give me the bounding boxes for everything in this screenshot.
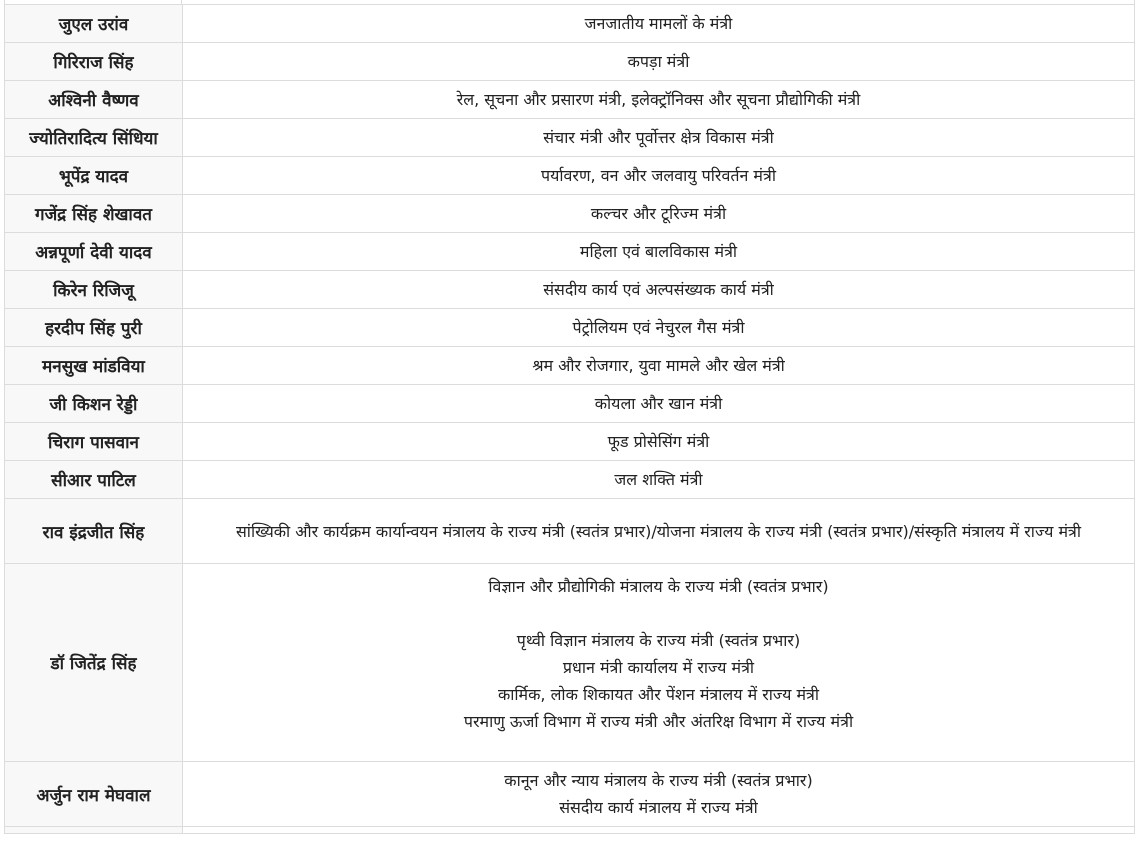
table-row [5, 564, 1135, 762]
ministry-cell: महिला एवं बालविकास मंत्री [183, 233, 1135, 271]
ministry-cell: कोयला और खान मंत्री [183, 385, 1135, 423]
ministry-cell: जनजातीय मामलों के मंत्री [183, 5, 1135, 43]
table-row [5, 461, 1135, 499]
ministry-cell: सांख्यिकी और कार्यक्रम कार्यान्वयन मंत्रालय के राज्य मंत्री (स्वतंत्र प्रभार)/योजना मंत्रालय के राज्य मंत्री (स्वतंत्र प्रभार)/संस्कृति मंत्रालय में राज्य मंत्री [183, 499, 1135, 564]
ministry-cell [183, 827, 1135, 834]
table-row-partial [5, 827, 1135, 834]
table-row [5, 271, 1135, 309]
ministry-cell: पेट्रोलियम एवं नेचुरल गैस मंत्री [183, 309, 1135, 347]
table-row [5, 499, 1135, 564]
table-row [5, 5, 1135, 43]
ministry-line: विज्ञान और प्रौद्योगिकी मंत्रालय के राज्य मंत्री (स्वतंत्र प्रभार) [488, 576, 829, 596]
minister-name: जी किशन रेड्डी [5, 385, 183, 423]
minister-name: अन्नपूर्णा देवी यादव [5, 233, 183, 271]
ministry-cell: संसदीय कार्य एवं अल्पसंख्यक कार्य मंत्री [183, 271, 1135, 309]
ministry-line: पृथ्वी विज्ञान मंत्रालय के राज्य मंत्री (स्वतंत्र प्रभार) [516, 630, 801, 650]
table-row [5, 119, 1135, 157]
ministry-line: संसदीय कार्य मंत्रालय में राज्य मंत्री [559, 798, 758, 817]
table-row [5, 157, 1135, 195]
table-row [5, 347, 1135, 385]
table-row [5, 43, 1135, 81]
table-row [5, 233, 1135, 271]
minister-name: सीआर पाटिल [5, 461, 183, 499]
minister-name: किरेन रिजिजू [5, 271, 183, 309]
minister-name: ज्योतिरादित्य सिंधिया [5, 119, 183, 157]
minister-name: राव इंद्रजीत सिंह [5, 499, 183, 564]
table-row [5, 385, 1135, 423]
minister-name: गजेंद्र सिंह शेखावत [5, 195, 183, 233]
table-row [5, 423, 1135, 461]
minister-name: भूपेंद्र यादव [5, 157, 183, 195]
ministry-cell: रेल, सूचना और प्रसारण मंत्री, इलेक्ट्रॉनिक्स और सूचना प्रौद्योगिकी मंत्री [183, 81, 1135, 119]
ministry-line: प्रधान मंत्री कार्यालय में राज्य मंत्री [562, 657, 755, 677]
ministry-cell: श्रम और रोजगार, युवा मामले और खेल मंत्री [183, 347, 1135, 385]
minister-name: अर्जुन राम मेघवाल [5, 762, 183, 827]
table-row [5, 195, 1135, 233]
ministry-cell: कपड़ा मंत्री [183, 43, 1135, 81]
ministry-cell [183, 564, 1135, 762]
ministers-table [4, 4, 1135, 834]
ministry-line: कानून और न्याय मंत्रालय के राज्य मंत्री (स्वतंत्र प्रभार) [504, 771, 813, 790]
ministry-cell: कल्चर और टूरिज्म मंत्री [183, 195, 1135, 233]
minister-name [5, 827, 183, 834]
minister-name: हरदीप सिंह पुरी [5, 309, 183, 347]
ministry-list [189, 573, 1128, 753]
ministry-line: कार्मिक, लोक शिकायत और पेंशन मंत्रालय में राज्य मंत्री [497, 684, 819, 704]
minister-name: जुएल उरांव [5, 5, 183, 43]
ministry-cell: फूड प्रोसेसिंग मंत्री [183, 423, 1135, 461]
table-row [5, 309, 1135, 347]
table-row [5, 762, 1135, 827]
ministry-cell: पर्यावरण, वन और जलवायु परिवर्तन मंत्री [183, 157, 1135, 195]
ministry-cell [183, 762, 1135, 827]
ministry-cell: संचार मंत्री और पूर्वोत्तर क्षेत्र विकास मंत्री [183, 119, 1135, 157]
minister-name: डॉ जितेंद्र सिंह [5, 564, 183, 762]
minister-name: गिरिराज सिंह [5, 43, 183, 81]
minister-name: मनसुख मांडविया [5, 347, 183, 385]
minister-name: अश्विनी वैष्णव [5, 81, 183, 119]
ministry-line: परमाणु ऊर्जा विभाग में राज्य मंत्री और अंतरिक्ष विभाग में राज्य मंत्री [463, 711, 854, 731]
ministry-cell: जल शक्ति मंत्री [183, 461, 1135, 499]
minister-name: चिराग पासवान [5, 423, 183, 461]
table-row [5, 81, 1135, 119]
